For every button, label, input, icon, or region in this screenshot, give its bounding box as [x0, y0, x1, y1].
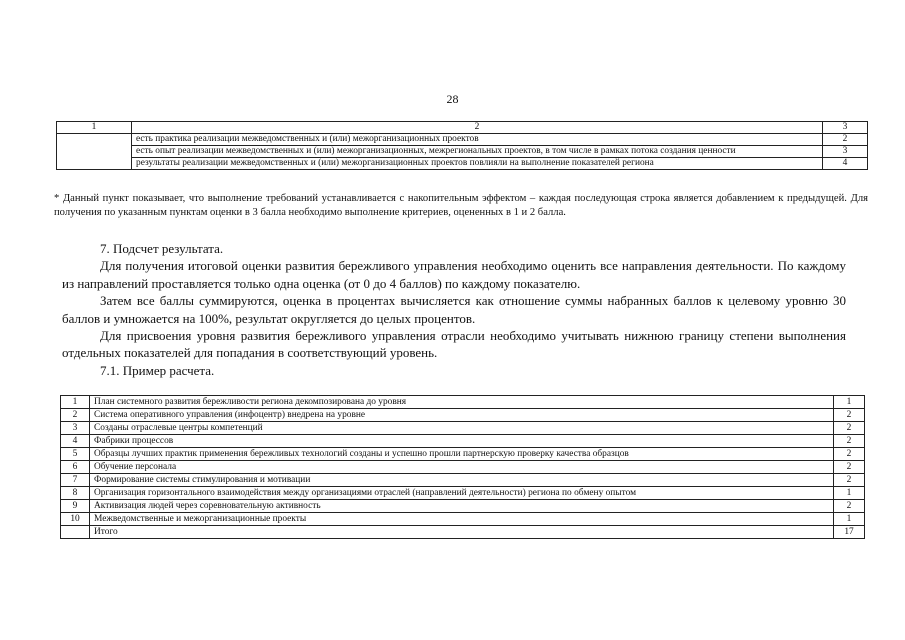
example-calculation-table	[60, 395, 865, 539]
empty-cell	[57, 134, 132, 170]
row-text: Созданы отраслевые центры компетенций	[90, 422, 834, 435]
table-row	[61, 448, 865, 461]
table-header-row	[57, 122, 868, 134]
row-text: Межведомственные и межорганизационные проекты	[90, 513, 834, 526]
row-number: 5	[61, 448, 90, 461]
row-value: 2	[834, 435, 865, 448]
criteria-score: 3	[823, 146, 868, 158]
paragraph: Для получения итоговой оценки развития бережливого управления необходимо оценить все направления деятельности. По каждому из направлений проставляется только одна оценка (от 0 до 4 баллов) по каждому показателю.	[62, 258, 846, 291]
row-number: 6	[61, 461, 90, 474]
header-cell-3: 3	[823, 122, 868, 134]
row-value: 2	[834, 409, 865, 422]
header-cell-1: 1	[57, 122, 132, 134]
section-heading: 7. Подсчет результата.	[100, 241, 224, 256]
paragraph: Затем все баллы суммируются, оценка в процентах вычисляется как отношение суммы набранных баллов к целевому уровню 30 баллов и умножается на 100%, результат округляется до целых процентов.	[62, 293, 846, 326]
row-value: 1	[834, 487, 865, 500]
row-number: 3	[61, 422, 90, 435]
row-value: 1	[834, 513, 865, 526]
table-row	[61, 461, 865, 474]
table-row	[61, 396, 865, 409]
row-text: Активизация людей через соревновательную активность	[90, 500, 834, 513]
row-value: 2	[834, 461, 865, 474]
row-value: 2	[834, 474, 865, 487]
criteria-table	[56, 121, 868, 170]
total-row	[61, 526, 865, 539]
row-number: 4	[61, 435, 90, 448]
table-row	[61, 487, 865, 500]
footnote: * Данный пункт показывает, что выполнение требований устанавливается с накопительным эффектом – каждая последующая строка является добавлением к предыдущей. Для получения по указанным пунктам оценки в 3 балла необходимо выполнение критериев, оцененных в 1 и 2 балла.	[54, 193, 868, 218]
criteria-score: 2	[823, 134, 868, 146]
subsection-heading: 7.1. Пример расчета.	[100, 362, 215, 378]
table-row	[61, 500, 865, 513]
total-value: 17	[834, 526, 865, 539]
row-text: Организация горизонтального взаимодействия между организациями отраслей (направлений деятельности) региона по обмену опытом	[90, 487, 834, 500]
header-cell-2: 2	[132, 122, 823, 134]
row-number: 9	[61, 500, 90, 513]
row-text: Образцы лучших практик применения бережливых технологий созданы и успешно прошли партнерскую проверку качества образцов	[90, 448, 834, 461]
row-value: 2	[834, 422, 865, 435]
paragraph: Для присвоения уровня развития бережливого управления отрасли необходимо учитывать нижнюю границу степени выполнения отдельных показателей для попадания в соответствующий уровень.	[62, 328, 846, 361]
table-row	[57, 134, 868, 146]
row-value: 1	[834, 396, 865, 409]
criteria-text: есть практика реализации межведомственных и (или) межорганизационных проектов	[132, 134, 823, 146]
table-row	[57, 158, 868, 170]
row-text: Обучение персонала	[90, 461, 834, 474]
total-label: Итого	[90, 526, 834, 539]
row-value: 2	[834, 500, 865, 513]
row-number: 7	[61, 474, 90, 487]
row-text: Формирование системы стимулирования и мотивации	[90, 474, 834, 487]
row-text: Система оперативного управления (инфоцентр) внедрена на уровне	[90, 409, 834, 422]
row-text: План системного развития бережливости региона декомпозирована до уровня	[90, 396, 834, 409]
criteria-score: 4	[823, 158, 868, 170]
criteria-text: есть опыт реализации межведомственных и (или) межорганизационных, межрегиональных проектов, в том числе в рамках потока создания ценности	[132, 146, 823, 158]
row-value: 2	[834, 448, 865, 461]
row-number: 1	[61, 396, 90, 409]
criteria-text: результаты реализации межведомственных и (или) межорганизационных проектов повлияли на выполнение показателей региона	[132, 158, 823, 170]
table-row	[61, 513, 865, 526]
table-row	[61, 409, 865, 422]
page-number: 28	[446, 92, 459, 106]
row-text: Фабрики процессов	[90, 435, 834, 448]
empty-cell	[61, 526, 90, 539]
table-row	[61, 474, 865, 487]
table-row	[61, 422, 865, 435]
body-text	[62, 240, 846, 379]
table-row	[61, 435, 865, 448]
row-number: 10	[61, 513, 90, 526]
row-number: 2	[61, 409, 90, 422]
row-number: 8	[61, 487, 90, 500]
table-row	[57, 146, 868, 158]
